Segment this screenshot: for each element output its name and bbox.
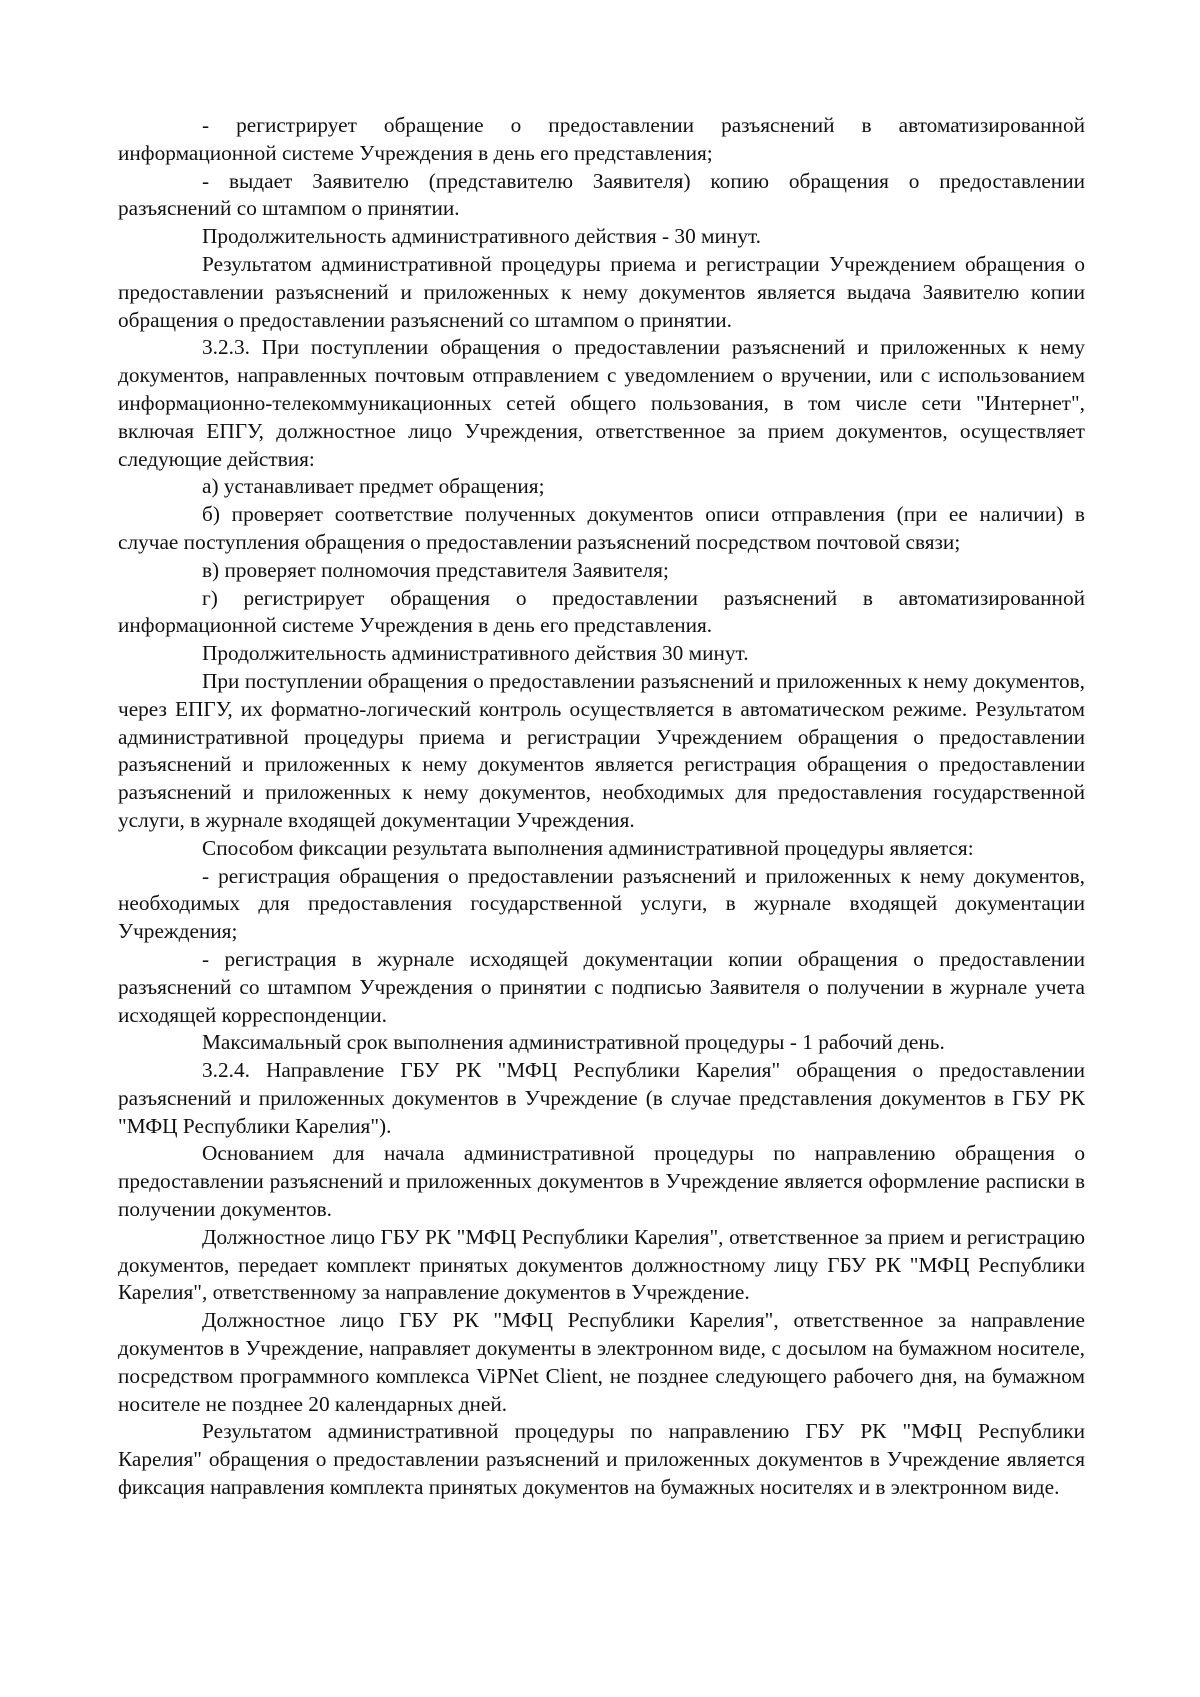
paragraph: Результатом административной процедуры по направлению ГБУ РК "МФЦ Республики Карелия" обращения о предоставлении разъяснений и приложенных документов в Учреждение является фиксация направления комплекта принятых документов на бумажных носителях и в электронном виде.: [118, 1419, 1085, 1500]
paragraph: При поступлении обращения о предоставлении разъяснений и приложенных к нему документов, через ЕПГУ, их форматно-логический контроль осуществляется в автоматическом режиме. Результатом административной процедуры приема и регистрации Учреждением обращения о предоставлении разъяснений и приложенных к нему документов является регистрация обращения о предоставлении разъяснений и приложенных к нему документов, необходимых для предоставления государственной услуги, в журнале входящей документации Учреждения.: [118, 668, 1085, 832]
paragraph: г) регистрирует обращения о предоставлении разъяснений в автоматизированной информационной системе Учреждения в день его представления.: [118, 585, 1085, 638]
paragraph: в) проверяет полномочия представителя Заявителя;: [202, 557, 669, 582]
paragraph: - выдает Заявителю (представителю Заявителя) копию обращения о предоставлении разъяснений со штампом о принятии.: [118, 168, 1085, 221]
paragraph: 3.2.4. Направление ГБУ РК "МФЦ Республики Карелия" обращения о предоставлении разъяснений и приложенных документов в Учреждение (в случае представления документов в ГБУ РК "МФЦ Республики Карелия").: [118, 1058, 1085, 1138]
paragraph: б) проверяет соответствие полученных документов описи отправления (при ее наличии) в случае поступления обращения о предоставлении разъяснений посредством почтовой связи;: [118, 502, 1085, 554]
paragraph: а) устанавливает предмет обращения;: [202, 474, 545, 499]
paragraph: Продолжительность административного действия 30 минут.: [202, 641, 749, 666]
paragraph: Результатом административной процедуры приема и регистрации Учреждением обращения о предоставлении разъяснений и приложенных к нему документов является выдача Заявителю копии обращения о предоставлении разъяснений со штампом о принятии.: [118, 251, 1085, 332]
document-page: [118, 112, 1085, 1502]
paragraph: - регистрация в журнале исходящей документации копии обращения о предоставлении разъяснений со штампом Учреждения о принятии с подписью Заявителя о получении в журнале учета исходящей корреспонденции.: [118, 946, 1085, 1027]
paragraph: Должностное лицо ГБУ РК "МФЦ Республики Карелия", ответственное за прием и регистрацию документов, передает комплект принятых документов должностному лицу ГБУ РК "МФЦ Республики Карелия", ответственному за направление документов в Учреждение.: [118, 1224, 1085, 1305]
paragraph: Должностное лицо ГБУ РК "МФЦ Республики Карелия", ответственное за направление документов в Учреждение, направляет документы в электронном виде, с досылом на бумажном носителе, посредством программного комплекса ViPNet Client, не позднее следующего рабочего дня, на бумажном носителе не позднее 20 календарных дней.: [118, 1308, 1085, 1416]
paragraph: Продолжительность административного действия - 30 минут.: [202, 224, 761, 249]
paragraph: 3.2.3. При поступлении обращения о предоставлении разъяснений и приложенных к нему документов, направленных почтовым отправлением с уведомлением о вручении, или с использованием информационно-телекоммуникационных сетей общего пользования, в том числе сети "Интернет", включая ЕПГУ, должностное лицо Учреждения, ответственное за прием документов, осуществляет следующие действия:: [118, 335, 1085, 471]
paragraph: - регистрирует обращение о предоставлении разъяснений в автоматизированной информационной системе Учреждения в день его представления;: [118, 113, 1085, 165]
paragraph: - регистрация обращения о предоставлении разъяснений и приложенных к нему документов, необходимых для предоставления государственной услуги, в журнале входящей документации Учреждения;: [118, 863, 1085, 944]
paragraph: Максимальный срок выполнения административной процедуры - 1 рабочий день.: [202, 1030, 945, 1055]
paragraph: Основанием для начала административной процедуры по направлению обращения о предоставлении разъяснений и приложенных документов в Учреждение является оформление расписки в получении документов.: [118, 1141, 1085, 1222]
paragraph: Способом фиксации результата выполнения административной процедуры является:: [202, 835, 974, 860]
